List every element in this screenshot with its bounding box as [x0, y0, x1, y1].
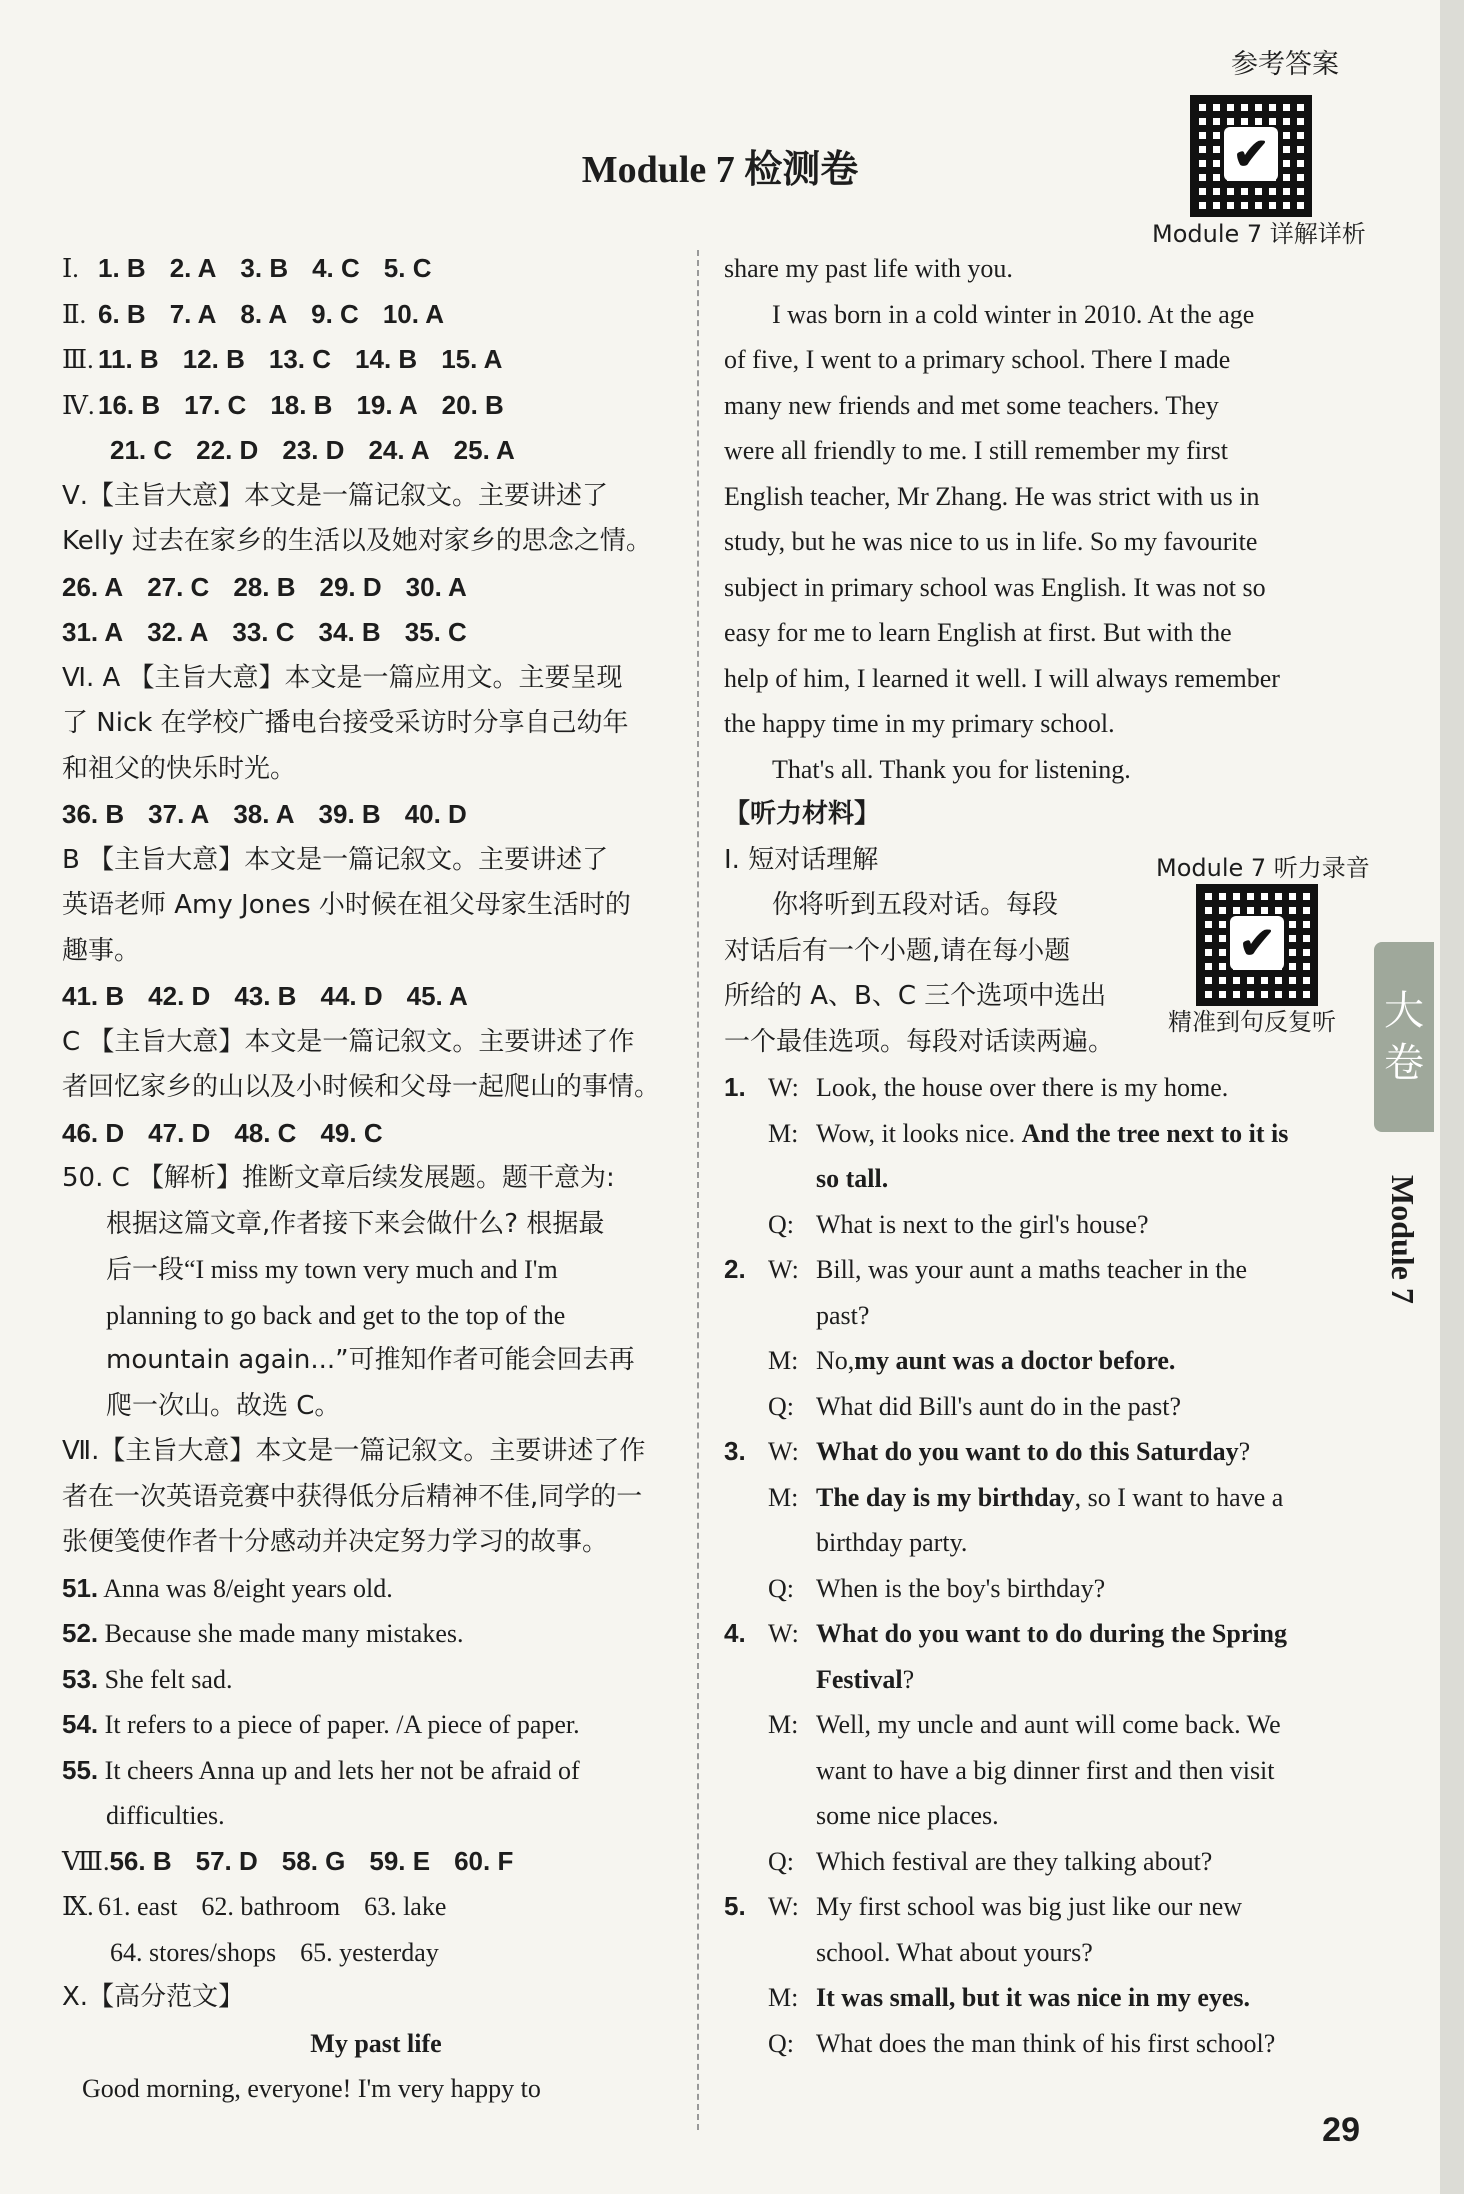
dialogue-line: Q: When is the boy's birthday? — [768, 1573, 1106, 1603]
summary-line: B 【主旨大意】本文是一篇记叙文。主要讲述了 — [62, 844, 609, 875]
dialogue-line: 4. W: What do you want to do during the Spring — [724, 1618, 1287, 1648]
essay-line: That's all. Thank you for listening. — [772, 754, 1131, 784]
analysis-line: 爬一次山。故选 C。 — [106, 1390, 341, 1421]
answer-row: Ⅰ. 1. B 2. A 3. B 4. C 5. C — [62, 253, 432, 283]
header-label: 参考答案 — [1231, 49, 1339, 80]
dialogue-line: M: Wow, it looks nice. And the tree next to it is — [768, 1118, 1289, 1148]
analysis-line: mountain again...”可推知作者可能会回去再 — [106, 1345, 635, 1375]
short-answer-cont: difficulties. — [106, 1801, 225, 1830]
essay-line: many new friends and met some teachers. They — [724, 390, 1219, 420]
short-answer: 52. Because she made many mistakes. — [62, 1618, 464, 1648]
short-answer: 54. It refers to a piece of paper. /A piece of paper. — [62, 1709, 580, 1739]
essay-line: subject in primary school was English. It was not so — [724, 572, 1266, 602]
essay-line: English teacher, Mr Zhang. He was strict with us in — [724, 481, 1260, 511]
essay-line: were all friendly to me. I still remember my first — [724, 436, 1228, 465]
dialogue-line: 2. W: Bill, was your aunt a maths teacher in the — [724, 1254, 1248, 1284]
essay-line: share my past life with you. — [724, 254, 1013, 283]
essay-title: My past life — [310, 2028, 442, 2058]
analysis-line: planning to go back and get to the top of the — [106, 1300, 566, 1330]
dialogue-line: birthday party. — [816, 1528, 968, 1557]
left-column — [62, 246, 690, 2112]
essay-line: Good morning, everyone! I'm very happy to — [82, 2074, 541, 2103]
summary-line: 英语老师 Amy Jones 小时候在祖父母家生活时的 — [62, 890, 631, 920]
answer-row: Ⅲ. 11. B 12. B 13. C 14. B 15. A — [62, 344, 503, 374]
side-tab: 大 卷 — [1374, 942, 1434, 1132]
dialogue-line: Q: Which festival are they talking about? — [768, 1846, 1213, 1876]
summary-line: 了 Nick 在学校广播电台接受采访时分享自己幼年 — [62, 708, 629, 738]
summary-line: C 【主旨大意】本文是一篇记叙文。主要讲述了作 — [62, 1026, 635, 1057]
short-answer: 53. She felt sad. — [62, 1663, 233, 1694]
page-title: Module 7 检测卷 — [581, 149, 859, 191]
essay-line: the happy time in my primary school. — [724, 709, 1115, 738]
qr-code-icon[interactable] — [1196, 884, 1318, 1006]
summary-line: Ⅵ. A 【主旨大意】本文是一篇应用文。主要呈现 — [62, 662, 623, 693]
dialogue-line: want to have a big dinner first and then visit — [816, 1755, 1275, 1785]
instruction-line: 所给的 A、B、C 三个选项中选出 — [724, 981, 1107, 1011]
qr-code-icon[interactable] — [1190, 95, 1312, 217]
summary-line: 者回忆家乡的山以及小时候和父母一起爬山的事情。 — [62, 1072, 661, 1102]
analysis-line: 50. C 【解析】推断文章后续发展题。题干意为: — [62, 1163, 615, 1193]
check-icon: ✔ — [1224, 127, 1278, 181]
check-icon: ✔ — [1230, 916, 1284, 970]
section-heading: 【听力材料】 — [724, 799, 881, 829]
analysis-line: 根据这篇文章,作者接下来会做什么? 根据最 — [106, 1208, 605, 1239]
instruction-line: 你将听到五段对话。每段 — [772, 890, 1059, 920]
essay-line: of five, I went to a primary school. There I made — [724, 345, 1231, 374]
essay-line: help of him, I learned it well. I will always remember — [724, 663, 1280, 693]
answer-row: 41. B 42. D 43. B 44. D 45. A — [62, 981, 468, 1011]
instruction-line: 对话后有一个小题,请在每小题 — [724, 935, 1071, 966]
dialogue-line: M: It was small, but it was nice in my eyes. — [768, 1983, 1251, 2012]
dialogue-line: M: Well, my uncle and aunt will come back. We — [768, 1710, 1281, 1739]
qr-caption: Module 7 详解详析 — [1152, 220, 1366, 248]
summary-line: Kelly 过去在家乡的生活以及她对家乡的思念之情。 — [62, 526, 652, 556]
short-answer: 55. It cheers Anna up and lets her not be afraid of — [62, 1754, 580, 1785]
dialogue-line: Q: What does the man think of his first school? — [768, 2028, 1276, 2058]
dialogue-line: Q: What is next to the girl's house? — [768, 1209, 1149, 1239]
summary-line: Ⅴ.【主旨大意】本文是一篇记叙文。主要讲述了 — [62, 480, 609, 511]
dialogue-line: Q: What did Bill's aunt do in the past? — [768, 1391, 1182, 1421]
dialogue-line: past? — [816, 1300, 870, 1330]
dialogue-line: 1. W: Look, the house over there is my home. — [724, 1072, 1229, 1102]
dialogue-line: 5. W: My first school was big just like our new — [724, 1891, 1243, 1921]
short-answer: 51. Anna was 8/eight years old. — [62, 1572, 393, 1603]
dialogue-line: school. What about yours? — [816, 1937, 1093, 1967]
section-heading: Ⅰ. 短对话理解 — [724, 844, 879, 875]
answer-row: Ⅱ. 6. B 7. A 8. A 9. C 10. A — [62, 298, 444, 329]
instruction-line: 一个最佳选项。每段对话读两遍。 — [724, 1026, 1115, 1057]
column-divider — [697, 250, 699, 2130]
answer-row: 36. B 37. A 38. A 39. B 40. D — [62, 799, 467, 829]
side-module-label: Module 7 — [1385, 1175, 1421, 1304]
answer-row: 21. C 22. D 23. D 24. A 25. A — [110, 435, 515, 465]
answer-row: Ⅸ. 61. east 62. bathroom 63. lake — [62, 1892, 447, 1921]
section-heading: Ⅹ.【高分范文】 — [62, 1982, 245, 2012]
summary-line: Ⅶ.【主旨大意】本文是一篇记叙文。主要讲述了作 — [62, 1436, 646, 1466]
dialogue-line: M: No,my aunt was a doctor before. — [768, 1346, 1176, 1375]
dialogue-line: 3. W: What do you want to do this Saturday? — [724, 1436, 1251, 1466]
qr-listen-caption: Module 7 听力录音 — [1156, 854, 1370, 882]
dialogue-line: Festival? — [816, 1664, 915, 1694]
answer-row: 26. A 27. C 28. B 29. D 30. A — [62, 571, 467, 602]
summary-line: 张便笺使作者十分感动并决定努力学习的故事。 — [62, 1527, 609, 1557]
answer-row: 31. A 32. A 33. C 34. B 35. C — [62, 617, 467, 647]
summary-line: 和祖父的快乐时光。 — [62, 753, 297, 784]
answer-row: Ⅷ.56. B 57. D 58. G 59. E 60. F — [62, 1845, 514, 1876]
dialogue-line: so tall. — [816, 1164, 889, 1193]
essay-line: I was born in a cold winter in 2010. At the age — [772, 299, 1255, 329]
answer-row: 64. stores/shops 65. yesterday — [110, 1937, 439, 1967]
dialogue-line: some nice places. — [816, 1801, 999, 1830]
dialogue-line: M: The day is my birthday, so I want to have a — [768, 1482, 1284, 1512]
summary-line: 趣事。 — [62, 935, 141, 966]
right-column — [724, 246, 1354, 2066]
page-number: 29 — [1322, 2111, 1360, 2149]
summary-line: 者在一次英语竞赛中获得低分后精神不佳,同学的一 — [62, 1481, 643, 1512]
answer-row: Ⅳ. 16. B 17. C 18. B 19. A 20. B — [62, 389, 504, 420]
qr-listen-caption: 精准到句反复听 — [1168, 1008, 1336, 1036]
essay-line: easy for me to learn English at first. But with the — [724, 618, 1232, 647]
page-edge — [1440, 0, 1464, 2194]
analysis-line: 后一段“I miss my town very much and I'm — [106, 1255, 558, 1284]
answer-row: 46. D 47. D 48. C 49. C — [62, 1117, 383, 1148]
essay-line: study, but he was nice to us in life. So my favourite — [724, 527, 1258, 556]
